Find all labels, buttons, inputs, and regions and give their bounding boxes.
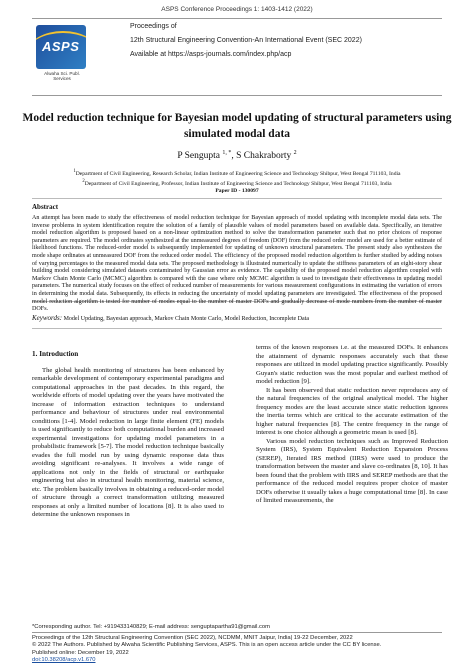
publisher-logo	[36, 25, 94, 83]
author-sep: ,	[231, 151, 237, 162]
affiliation-1: $^1$Department of Civil Engineering, Research Scholar, Indian Institute of Engineering Science and Technology Shibpur, West Bengal 711103, India	[73, 169, 401, 177]
header-line-2: 12th Structural Engineering Convention-An International Event (SEC 2022)	[130, 37, 362, 44]
corresponding-author: *Corresponding author. Tel: +919433140829; E-mail address: senguptapartha91@gmail.com	[32, 624, 270, 630]
author-line	[0, 150, 474, 161]
logo-caption: Alwaha Sci. Publ. Services	[44, 71, 80, 81]
header-line-3[interactable]: Available at https://asps-journals.com/index.php/acp	[130, 51, 292, 58]
author-2: S Chakraborty	[236, 151, 292, 162]
paper-title: Model reduction technique for Bayesian model updating of structural parameters using simulated modal data	[22, 112, 452, 140]
abstract-section	[32, 198, 442, 313]
header-lines	[130, 23, 430, 65]
keywords-label: Keywords:	[32, 314, 63, 322]
affiliations	[20, 168, 454, 195]
paper-id: Paper ID - 130097	[215, 188, 259, 195]
footer-rule	[32, 632, 442, 633]
journal-header	[32, 18, 442, 96]
keywords-text: Model Updating, Bayesian approach, Markov Chain Monte Carlo, Model Reduction, Incomplete Data	[63, 316, 310, 322]
running-head: ASPS Conference Proceedings 1: 1403-1412 (2022)	[161, 6, 313, 13]
footer-published: Published online: December 19, 2022	[32, 649, 129, 656]
keywords	[32, 314, 442, 329]
header-line-1: Proceedings of	[130, 23, 177, 30]
footer-copyright: © 2022 The Authors. Published by Alwaha Scientific Publishing Services, ASPS. This is an open access article under the CC BY license.	[32, 642, 382, 649]
page-footer	[32, 624, 442, 665]
left-column	[32, 350, 224, 520]
author-2-sup: 2	[293, 150, 297, 156]
intro-paragraph-4: Various model reduction techniques such as Improved Reduction System (IRS), System Equivalent Reduction Expansion Process (SEREP), Iterated IRS method (IIRS) were used to produce the transformation between the master and slave co-ordinates [8, 10]. It has been found that the problem with IIRS and SEREP methods are that the performance of the reduced model requires proper choice of master DOFs otherwise it usually takes a huge computational time [8]. In case of limited measurements, the	[256, 437, 448, 504]
intro-paragraph-1: The global health monitoring of structures has been enhanced by remarkable development of contemporary experimental paradigms and computational approaches in the past decades. In this regard, the worldwide efforts of model updating over the years have motivated the increase of information extraction techniques to understand performance and behaviour of structures under real environmental conditions [1-4]. Model reduction in large finite element (FE) models is used significantly to reduce both computational burden and increased experimental investigations for updating model parameters in a probabilistic framework [5-7]. The model reduction technique basically evades the full model run by using dynamic response data thus avoiding significant re-analyses. It involves a wide range of applications not only in the fields of structural or earthquake engineering but also in structural health monitoring, material science, etc. The problem basically involves in obtaining a reduced-order model of structure through a correct transformation utilizing measured responses at only a limited number of locations [8]. It is also used to determine the unknown responses in	[32, 366, 224, 518]
abstract-heading: Abstract	[32, 203, 59, 211]
footer-proceedings: Proceedings of the 12th Structural Engineering Convention (SEC 2022), NCDMM, MNIT Jaipur, India| 19-22 December, 2022	[32, 634, 353, 641]
affiliation-2: $^2$Department of Civil Engineering, Professor, Indian Institute of Engineering Science and Technology Shibpur, West Bengal 711103, India	[82, 179, 392, 187]
abstract-body: An attempt has been made to study the effectiveness of model reduction technique for Bayesian approach of model updating with incomplete modal data sets. The inverse problems in system identification require the solution of a family of plausible values of model parameters based on available data. Specifically, an iterative model reduction algorithm is proposed based on a non-linear optimization method to solve the transformation parameter such that no prior choices of response parameters are required. The model ordinates synthesized at the unmeasured degrees of freedom (DOF) from the reduced order model are used for a better estimate of likelihood functions. The reduced-order model is subsequently implemented for updating of unknown structural parameters. The present study also synthesizes the mode shape ordinates at unmeasured DOF from the reduced order model. The efficiency of the proposed model reduction algorithm is further studied by adding noises of varying percentages to the measured modal data sets. The proposed methodology is illustrated numerically to update the stiffness parameters of an eight-story shear building model considering simulated datasets contaminated by Gaussian error as evidence. The capability of the proposed model reduction algorithm coupled with Markov Chain Monte Carlo (MCMC) algorithm is compared with the case where only MCMC algorithm is used to investigate their effectiveness in updating model parameters. The numerical study focuses on the effect of reduced number of measurements for various measurement configurations in estimating the variation of errors in determining the modal data. Subsequently, its effects in reducing the uncertainty of model updating parameters are investigated. The effectiveness of the proposed model reduction algorithm is tested for number of modes equal to the number of master DOFs and gradually decrease of mode numbers from the number of master DOFs.	[32, 215, 442, 313]
author-1-sup: 1, *	[222, 150, 232, 156]
logo-mark	[36, 25, 86, 69]
introduction-heading: 1. Introduction	[32, 350, 79, 358]
intro-paragraph-3: It has been observed that static reduction never reproduces any of the natural frequencies of the original analytical model. The higher frequency modes are the least accurate since static reduction ignores the inertia terms which are critical to the accurate estimation of the higher natural frequencies [8]. The centre frequency in the range of interest is one choice although a geometric mean is used [8].	[256, 386, 448, 436]
author-1: P Sengupta	[177, 151, 220, 162]
doi-link[interactable]: doi:10.38208/acp.v1.670	[32, 657, 96, 664]
right-column	[256, 344, 448, 506]
logo-wordmark: ASPS	[42, 39, 80, 54]
intro-paragraph-2: terms of the known responses i.e. at the measured DOFs. It enhances the attainment of dynamic responses accurately such that these responses are utilized in model updating practice significantly. Possibly Guyan's static reduction was the most popular and earliest method of model reduction [9].	[256, 344, 448, 385]
